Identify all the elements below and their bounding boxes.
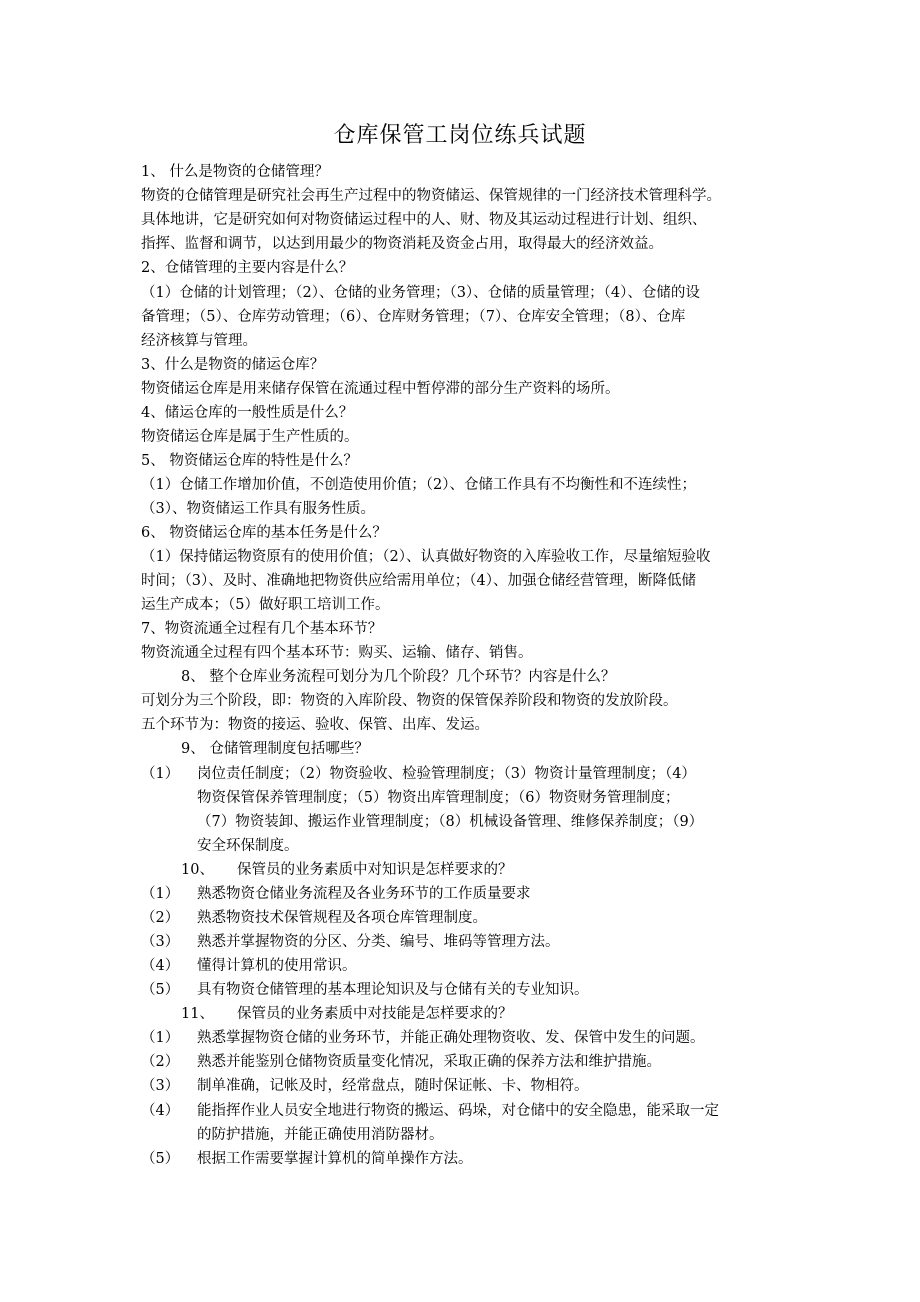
answer-1-line-3: 指挥、监督和调节，以达到用最少的物资消耗及资金占用，取得最大的经济效益。: [141, 236, 663, 252]
question-10-number: 10、: [181, 862, 214, 878]
question-11-number: 11、: [181, 1006, 214, 1022]
q11-item-2-number: （2）: [141, 1054, 180, 1070]
answer-6-line-1: （1）保持储运物资原有的使用价值；（2）、认真做好物资的入库验收工作，尽量缩短验收: [141, 549, 711, 565]
answer-9-number: （1）: [141, 766, 180, 782]
question-4: 4、储运仓库的一般性质是什么？: [141, 405, 354, 421]
answer-5-line-1: （1）仓储工作增加价值，不创造使用价值；（2）、仓储工作具有不均衡性和不连续性；: [141, 477, 696, 493]
q11-item-5-number: （5）: [141, 1151, 180, 1167]
q10-item-3-text: 熟悉并掌握物资的分区、分类、编号、堆码等管理方法。: [197, 934, 560, 950]
question-3: 3、什么是物资的储运仓库？: [141, 357, 325, 373]
answer-8-line-1: 可划分为三个阶段，即：物资的入库阶段、物资的保管保养阶段和物资的发放阶段。: [141, 693, 678, 709]
answer-9-line-4: 安全环保制度。: [197, 838, 299, 854]
q11-item-1-number: （1）: [141, 1030, 180, 1046]
q10-item-1-text: 熟悉物资仓储业务流程及各业务环节的工作质量要求: [197, 886, 531, 902]
question-5: 5、 物资储运仓库的特性是什么？: [141, 453, 358, 469]
answer-4: 物资储运仓库是属于生产性质的。: [141, 429, 359, 445]
q11-item-4-text: 能指挥作业人员安全地进行物资的搬运、码垛，对仓储中的安全隐患，能采取一定: [197, 1103, 719, 1119]
answer-2-line-2: 备管理；（5）、仓库劳动管理；（6）、仓库财务管理；（7）、仓库安全管理；（8）、仓库: [141, 309, 686, 325]
answer-9-line-2: 物资保管保养管理制度；（5）物资出库管理制度；（6）物资财务管理制度；: [197, 790, 680, 806]
question-2: 2、仓储管理的主要内容是什么？: [141, 260, 354, 276]
q11-item-1-text: 熟悉掌握物资仓储的业务环节，并能正确处理物资收、发、保管中发生的问题。: [197, 1030, 705, 1046]
answer-9-line-1: 岗位责任制度；（2）物资验收、检验管理制度；（3）物资计量管理制度；（4）: [197, 766, 696, 782]
q11-item-3-text: 制单准确，记帐及时，经常盘点，随时保证帐、卡、物相符。: [197, 1078, 589, 1094]
q11-item-4-text-cont: 的防护措施，并能正确使用消防器材。: [197, 1127, 444, 1143]
question-10-text: 保管员的业务素质中对知识是怎样要求的？: [237, 862, 513, 878]
question-9: 9、 仓储管理制度包括哪些？: [181, 741, 369, 757]
answer-7: 物资流通全过程有四个基本环节：购买、运输、储存、销售。: [141, 645, 533, 661]
answer-9-line-3: （7）物资装卸、搬运作业管理制度；（8）机械设备管理、维修保养制度；（9）: [197, 814, 704, 830]
q11-item-5-text: 根据工作需要掌握计算机的简单操作方法。: [197, 1151, 473, 1167]
question-8: 8、 整个仓库业务流程可划分为几个阶段？几个环节？内容是什么？: [181, 669, 616, 685]
answer-6-line-3: 运生产成本；（5）做好职工培训工作。: [141, 597, 390, 613]
question-1: 1、 什么是物资的仓储管理？: [141, 164, 329, 180]
q11-item-4-number: （4）: [141, 1103, 180, 1119]
q10-item-4-text: 懂得计算机的使用常识。: [197, 958, 357, 974]
q10-item-5-number: （5）: [141, 982, 180, 998]
question-7: 7、物资流通全过程有几个基本环节？: [141, 621, 383, 637]
answer-2-line-3: 经济核算与管理。: [141, 333, 257, 349]
question-6: 6、 物资储运仓库的基本任务是什么？: [141, 525, 387, 541]
question-11-text: 保管员的业务素质中对技能是怎样要求的？: [237, 1006, 513, 1022]
answer-1-line-2: 具体地讲，它是研究如何对物资储运过程中的人、财、物及其运动过程进行计划、组织、: [141, 212, 707, 228]
q10-item-3-number: （3）: [141, 934, 180, 950]
q10-item-1-number: （1）: [141, 886, 180, 902]
answer-5-line-2: （3）、物资储运工作具有服务性质。: [141, 501, 375, 517]
answer-8-line-2: 五个环节为：物资的接运、验收、保管、出库、发运。: [141, 717, 489, 733]
q10-item-2-number: （2）: [141, 910, 180, 926]
q11-item-3-number: （3）: [141, 1078, 180, 1094]
answer-2-line-1: （1）仓储的计划管理；（2）、仓储的业务管理；（3）、仓储的质量管理；（4）、仓储的设: [141, 285, 700, 301]
q10-item-5-text: 具有物资仓储管理的基本理论知识及与仓储有关的专业知识。: [197, 982, 589, 998]
q11-item-2-text: 熟悉并能鉴别仓储物资质量变化情况，采取正确的保养方法和维护措施。: [197, 1054, 661, 1070]
answer-6-line-2: 时间；（3）、及时、准确地把物资供应给需用单位；（4）、加强仓储经营管理，断降低储: [141, 573, 696, 589]
document-title: 仓库保管工岗位练兵试题: [333, 123, 587, 148]
answer-3: 物资储运仓库是用来储存保管在流通过程中暂停滞的部分生产资料的场所。: [141, 381, 620, 397]
q10-item-2-text: 熟悉物资技术保管规程及各项仓库管理制度。: [197, 910, 487, 926]
answer-1-line-1: 物资的仓储管理是研究社会再生产过程中的物资储运、保管规律的一门经济技术管理科学。: [141, 188, 721, 204]
q10-item-4-number: （4）: [141, 958, 180, 974]
